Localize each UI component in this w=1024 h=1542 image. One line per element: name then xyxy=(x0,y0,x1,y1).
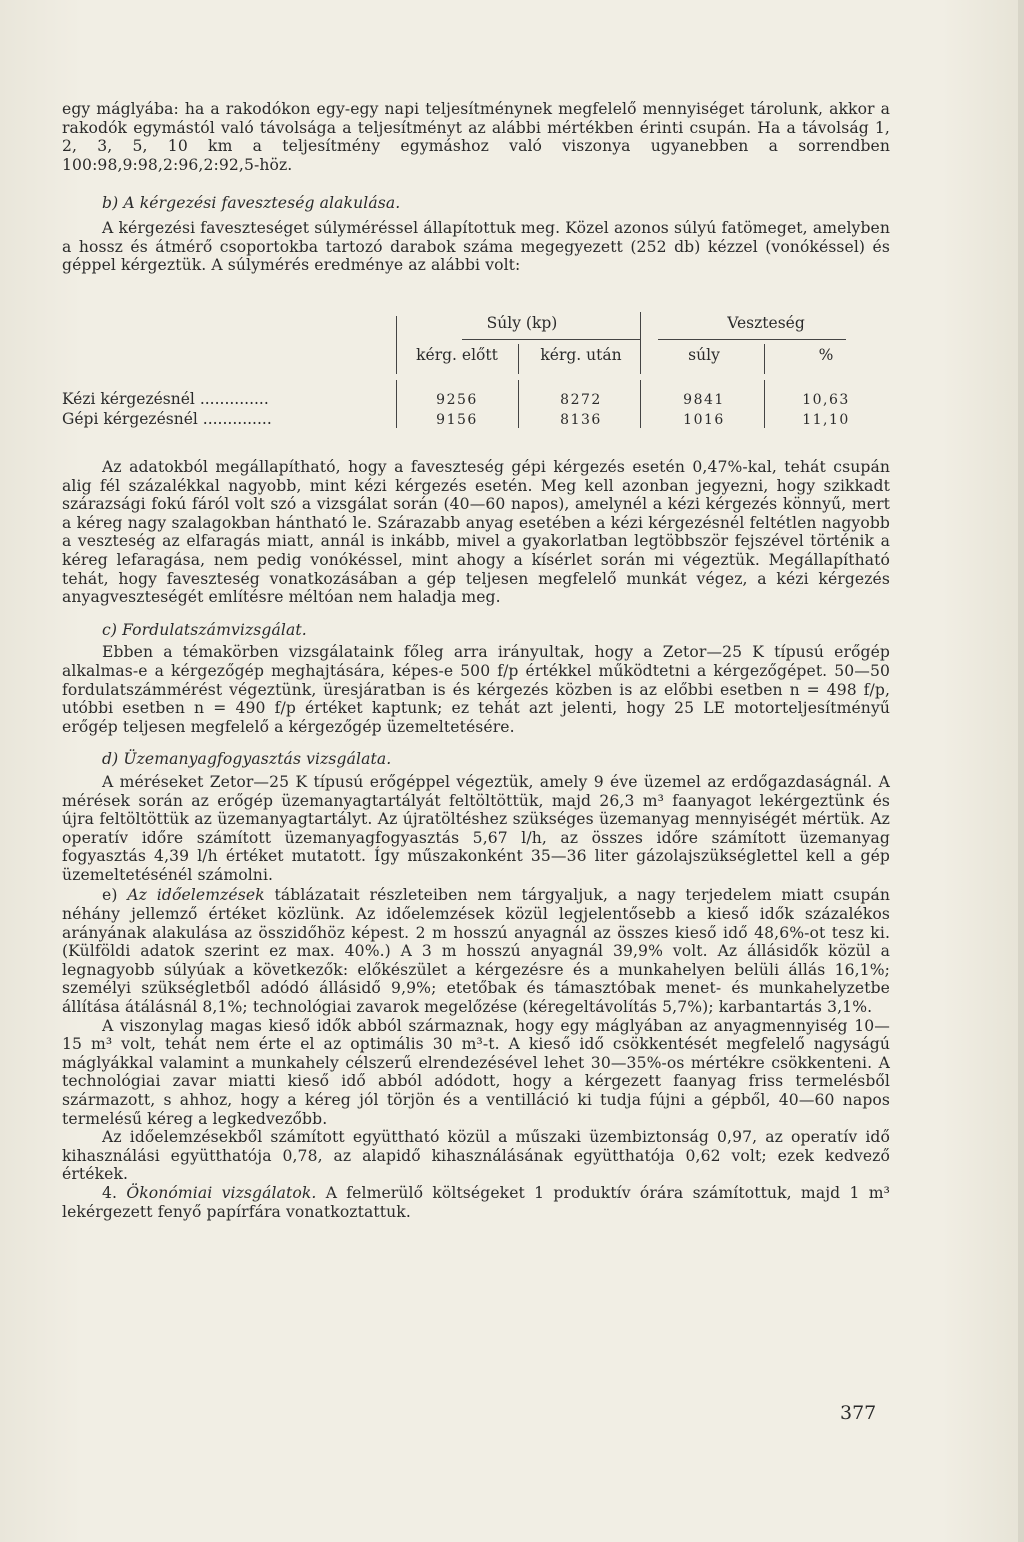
table-row-label: Gépi kérgezésnél .............. xyxy=(62,410,272,428)
paragraph-c: Ebben a témakörben vizsgálataink főleg arra irányultak, hogy a Zetor—25 K típusú erőgép alkalmas-e a kérgezőgép meghajtására, képes-e 500 f/p értékkel működtetni a kérgezőgépet. 50—50 fordulatszámmérést végeztünk, üresjáratban is és kérgezés közben is az előbbi esetben n = 498 f/p, utóbbi esetben n = 490 f/p értéket kaptunk; ez tehát azt jelenti, hogy 25 LE motorteljesítményű erőgép teljesen megfelelő a kérgezőgép üzemeltetésére. xyxy=(62,643,890,736)
table-cell: 9841 xyxy=(683,392,725,408)
table-cell: 10,63 xyxy=(802,392,850,408)
paragraph-intro: egy máglyába: ha a rakodókon egy-egy napi teljesítménynek megfelelő mennyiséget tárolunk, akkor a rakodók egymástól való távolsága a teljesítményt az alábbi mértékben érinti csupán. Ha a távolság 1, 2, 3, 5, 10 km a teljesítmény egymáshoz való viszonya ugyanebben a sorrendben 100:98,9:98,2:96,2:92,5-höz. xyxy=(62,100,890,174)
results-table xyxy=(62,310,890,442)
header-weight: súly xyxy=(688,346,720,364)
table-cell: 8272 xyxy=(560,392,602,408)
heading-d: d) Üzemanyagfogyasztás vizsgálata. xyxy=(102,750,392,769)
paragraph-e2: A viszonylag magas kieső idők abból származnak, hogy egy máglyában az anyagmennyiség 10—15 m³ volt, tehát nem érte el az optimális 30 m³-t. A kieső idő csökkentését megfelelő nagyságú máglyákkal valamint a munkahely célszerű elrendezésével lehet 30—35%-os mértékre csökkenteni. A technológiai zavar miatti kieső idő abból adódott, hogy a kérgezett faanyag friss termelésből származott, s ahhoz, hogy a kéreg jól törjön és a ventilláció ki tudja fújni a gépből, 40—60 napos termelésű kéreg a legkedvezőbb. xyxy=(62,1016,890,1128)
page-number: 377 xyxy=(840,1402,877,1424)
rule-v3 xyxy=(518,344,519,374)
header-weight-group: Súly (kp) xyxy=(486,314,558,332)
table-cell: 9156 xyxy=(436,412,478,428)
heading-c: c) Fordulatszámvizsgálat. xyxy=(102,620,307,639)
paragraph-d: A méréseket Zetor—25 K típusú erőgéppel végeztük, amely 9 éve üzemel az erdőgazdaságnál. A mérések során az erőgép üzemanyagtartályát feltöltöttük, majd 26,3 m³ faanyagot lekérgeztünk és újra feltöltöttük az üzemanyagtartályt. Az újratöltéshez szükséges üzemanyag mennyiségét mértük. Az operatív időre számított üzemanyagfogyasztás 5,67 l/h, az összes időre számított üzemanyag fogyasztás 4,39 l/h értéket mutatott. Így műszakonként 35—36 liter gázolajszükséglettel kell a gép üzemeltetésénél számolni. xyxy=(62,772,890,884)
header-loss-group: Veszteség xyxy=(727,314,805,332)
header-rule-weight xyxy=(462,339,640,340)
heading-e: Az időelemzések xyxy=(127,886,265,905)
heading-b: b) A kérgezési faveszteség alakulása. xyxy=(102,194,401,213)
paragraph-b: A kérgezési faveszteséget súlyméréssel állapítottuk meg. Közel azonos súlyú fatömeget, amelyben a hossz és átmérő csoportokba tartozó darabok száma megegyezett (252 db) kézzel (vonókéssel) és géppel kérgeztük. A súlymérés eredménye az alábbi volt: xyxy=(62,218,890,275)
rule-v7 xyxy=(640,380,641,428)
body-text-main xyxy=(62,458,890,1221)
rule-v1 xyxy=(396,316,397,374)
table-cell: 11,10 xyxy=(802,412,850,428)
header-pct: % xyxy=(818,346,834,364)
paragraph-b2: Az adatokból megállapítható, hogy a faveszteség gépi kérgezés esetén 0,47%-kal, tehát csupán alig fél százalékkal nagyobb, mint kézi kérgezés esetén. Meg kell azonban jegyezni, hogy szikkadt szárazsági fokú fáról volt szó a vizsgálat során (40—60 napos), amelynél a kézi kérgezés könnyű, mert a kéreg nagy szalagokban hántható le. Szárazabb anyag esetében a kézi kérgezésnél feltétlen nagyobb a veszteség az elfaragás miatt, annál is inkább, mivel a gyakorlatban legtöbbször fejszével történik a kéreg lefaragása, nem pedig vonókéssel, mint ahogy a kísérlet során mi végeztük. Megállapítható tehát, hogy faveszteség vonatkozásában a gép teljesen megfelelő munkát végez, a kézi kérgezés anyagveszteségét említésre méltóan nem haladja meg. xyxy=(62,458,890,607)
table-cell: 1016 xyxy=(683,412,725,428)
paragraph-e: e) Az időelemzések táblázatait részleteiben nem tárgyaljuk, a nagy terjedelem miatt csupán néhány jellemző értéket közlünk. Az időelemzések közül legjelentősebb a kieső idők százalékos arányának alakulása az összidőhöz képest. 2 m hosszú anyagnál az összes kieső idő 48,6%-ot tesz ki. (Külföldi adatok szerint ez max. 40%.) A 3 m hosszú anyagnál 39,9% volt. Az állásidők közül a legnagyobb súlyúak a következők: előkészület a kérgezésre és a munkahelyen belüli állás 16,1%; személyi szükségletből adódó állásidő 9,9%; etetőbak és támasztóbak menet- és munkahelyzetbe állítása átálásnál 8,1%; technológiai zavarok megelőzése (kéregeltávolítás 5,7%); karbantartás 3,1%. xyxy=(62,886,890,1017)
header-before: kérg. előtt xyxy=(416,346,498,364)
rule-v2 xyxy=(640,312,641,374)
body-text-top xyxy=(62,100,890,275)
rule-v6 xyxy=(518,380,519,428)
header-rule-loss xyxy=(658,339,846,340)
paragraph-4: 4. Ökonómiai vizsgálatok. A felmerülő költségeket 1 produktív órára számítottuk, majd 1 m³ lekérgezett fenyő papírfára vonatkoztattuk. xyxy=(62,1183,890,1221)
table-cell: 8136 xyxy=(560,412,602,428)
heading-4: Ökonómiai vizsgálatok. xyxy=(126,1183,317,1202)
page-edge xyxy=(1018,0,1024,1542)
paragraph-e3: Az időelemzésekből számított együttható közül a műszaki üzembiztonság 0,97, az operatív idő kihasználási együtthatója 0,78, az alapidő kihasználásának együtthatója 0,62 volt; ezek kedvező értékek. xyxy=(62,1128,890,1184)
rule-v4 xyxy=(764,344,765,374)
header-after: kérg. után xyxy=(540,346,622,364)
table-cell: 9256 xyxy=(436,392,478,408)
table-row-label: Kézi kérgezésnél .............. xyxy=(62,390,269,408)
